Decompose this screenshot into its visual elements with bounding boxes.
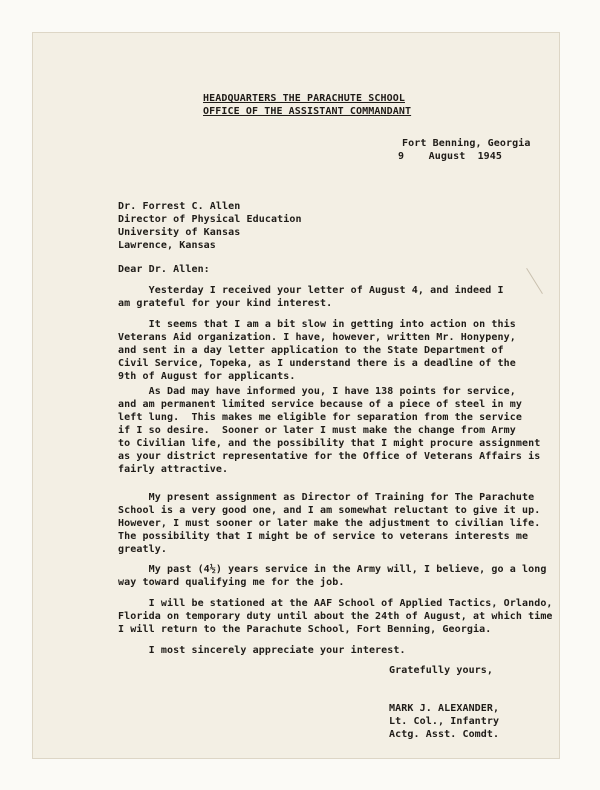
paragraph-3-line-5: to Civilian life, and the possibility that I might procure assignment [118,438,541,449]
paragraph-4-line-2: School is a very good one, and I am somewhat reluctant to give it up. [118,505,541,516]
letterhead-line-1: HEADQUARTERS THE PARACHUTE SCHOOL [203,93,405,104]
signature-name: MARK J. ALEXANDER, [389,703,500,714]
signature-rank: Lt. Col., Infantry [389,716,500,727]
paragraph-6-line-2: Florida on temporary duty until about the 24th of August, at which time [118,611,553,622]
paragraph-2-line-2: Veterans Aid organization. I have, however, written Mr. Honypeny, [118,332,516,343]
closing: Gratefully yours, [389,665,494,676]
recipient-title: Director of Physical Education [118,214,302,225]
paragraph-3-line-7: fairly attractive. [118,464,229,475]
paragraph-4-line-4: The possibility that I might be of service to veterans interests me [118,531,529,542]
paragraph-2-line-1: It seems that I am a bit slow in getting into action on this [118,319,516,330]
paragraph-1-line-2: am grateful for your kind interest. [118,298,333,309]
signature-position: Actg. Asst. Comdt. [389,729,500,740]
paragraph-3-line-6: as your district representative for the Office of Veterans Affairs is [118,451,541,462]
salutation: Dear Dr. Allen: [118,264,210,275]
paragraph-4-line-3: However, I must sooner or later make the adjustment to civilian life. [118,518,541,529]
paragraph-6-line-3: I will return to the Parachute School, Fort Benning, Georgia. [118,624,492,635]
paragraph-2-line-5: 9th of August for applicants. [118,371,296,382]
recipient-city: Lawrence, Kansas [118,240,216,251]
paragraph-6-line-1: I will be stationed at the AAF School of Applied Tactics, Orlando, [118,598,553,609]
recipient-name: Dr. Forrest C. Allen [118,201,241,212]
paragraph-5-line-2: way toward qualifying me for the job. [118,577,345,588]
paragraph-1-line-1: Yesterday I received your letter of August 4, and indeed I [118,285,504,296]
date-line: 9 August 1945 [398,151,503,162]
recipient-institution: University of Kansas [118,227,241,238]
paragraph-5-line-1: My past (4½) years service in the Army will, I believe, go a long [118,564,547,575]
paragraph-7-line-1: I most sincerely appreciate your interest. [118,645,406,656]
paragraph-4-line-5: greatly. [118,544,167,555]
paragraph-2-line-4: Civil Service, Topeka, as I understand there is a deadline of the [118,358,516,369]
paragraph-3-line-4: if I so desire. Sooner or later I must make the change from Army [118,425,516,436]
paragraph-2-line-3: and sent in a day letter application to the State Department of [118,345,504,356]
paragraph-4-line-1: My present assignment as Director of Training for The Parachute [118,492,535,503]
letterhead-line-2: OFFICE OF THE ASSISTANT COMMANDANT [203,106,412,117]
paragraph-3-line-2: and am permanent limited service because of a piece of steel in my [118,399,522,410]
paragraph-3-line-3: left lung. This makes me eligible for separation from the service [118,412,522,423]
paragraph-3-line-1: As Dad may have informed you, I have 138 points for service, [118,386,516,397]
date-place: Fort Benning, Georgia [402,138,531,149]
